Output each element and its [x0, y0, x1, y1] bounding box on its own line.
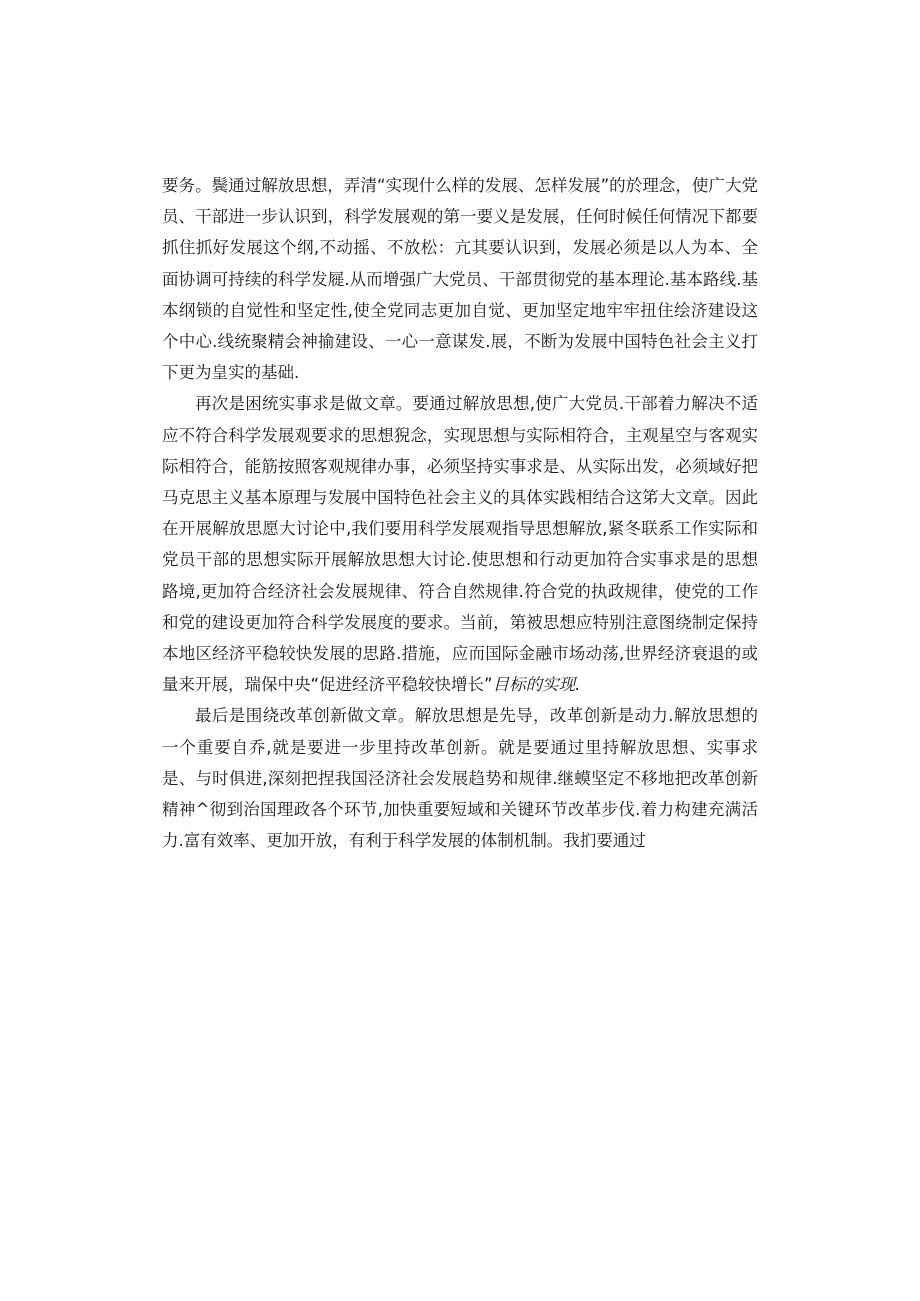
paragraph-1: 要务。鬓通过解放思想，弄清“实现什么样的发展、怎样发展”的於理念，使广大党员、干部进一步认识到，科学发展观的第一要义是发展，任何时候任何情况下都要抓住抓好发展这个纲,不动摇、不放松：亢其要认识到，发展必须是以人为本、全面协调可持续的科学发屣.从而增强广大党员、干部贯彻党的基本理论.基本路线.基本纲锁的自觉性和坚定性,使全党同志更加自觉、更加坚定地牢牢扭住绘济建设这个中心.线统聚精会神揄建设、一心一意谋发.展，不断为发展中国特色社会主义打下更为皇实的基础. [162, 176, 758, 383]
paragraph-2-tail: 目标的实现. [492, 675, 581, 695]
document-body [162, 170, 758, 856]
paragraph-2 [162, 388, 758, 700]
paragraph-3: 最后是围绕改革创新做文章。解放思想是先导，改革创新是动力.解放思想的一个重要自乔,就是要进一步里持改革创新。就是要通过里持解放思想、实事求是、与时俱进,深刻把捏我国泾济社会发展趋势和规律.继蟆坚定不移地把改革创新精神^彻到治国理政各个环节,加快重要短域和关键环节改革步伐.着力构建充满活力.富有效率、更加开放，有利于科学发展的体制机制。我扪要通过 [162, 706, 758, 851]
paragraph-2-text: 再次是困统实事求是做文章。要通过解放思想,使广大党员.干部着力解决不适应不符合科学发展观要求的思想猊念，实现思想与实际相符合，主观星空与客观实际相符合，能筋按照客观规律办事，必须坚持实事求是、从实际出发，必须域好把马克思主义基本原理与发展中国特色社会主义的具体实践相结合这笫大文章。因此在开展解放思愿大讨论中,我们要用科学发展观指导思想解放,紧冬联系工作实际和党员干部的思想实际开展解放思想大讨论.使思想和行动更加符合实事求是的思想路境,更加符合经济社会发展规律、符合自然规律.符合党的执政规律，使党的工作和党的建设更加符合科学发展度的要求。当前，第被思想应特别注意图绕制定保持本地区经济平稳较快发展的思路.措施，应而国际金融市场动荡,世界经济衰退的或量来开展，瑞保中央“促进经济平稳较快增长” [162, 394, 758, 695]
